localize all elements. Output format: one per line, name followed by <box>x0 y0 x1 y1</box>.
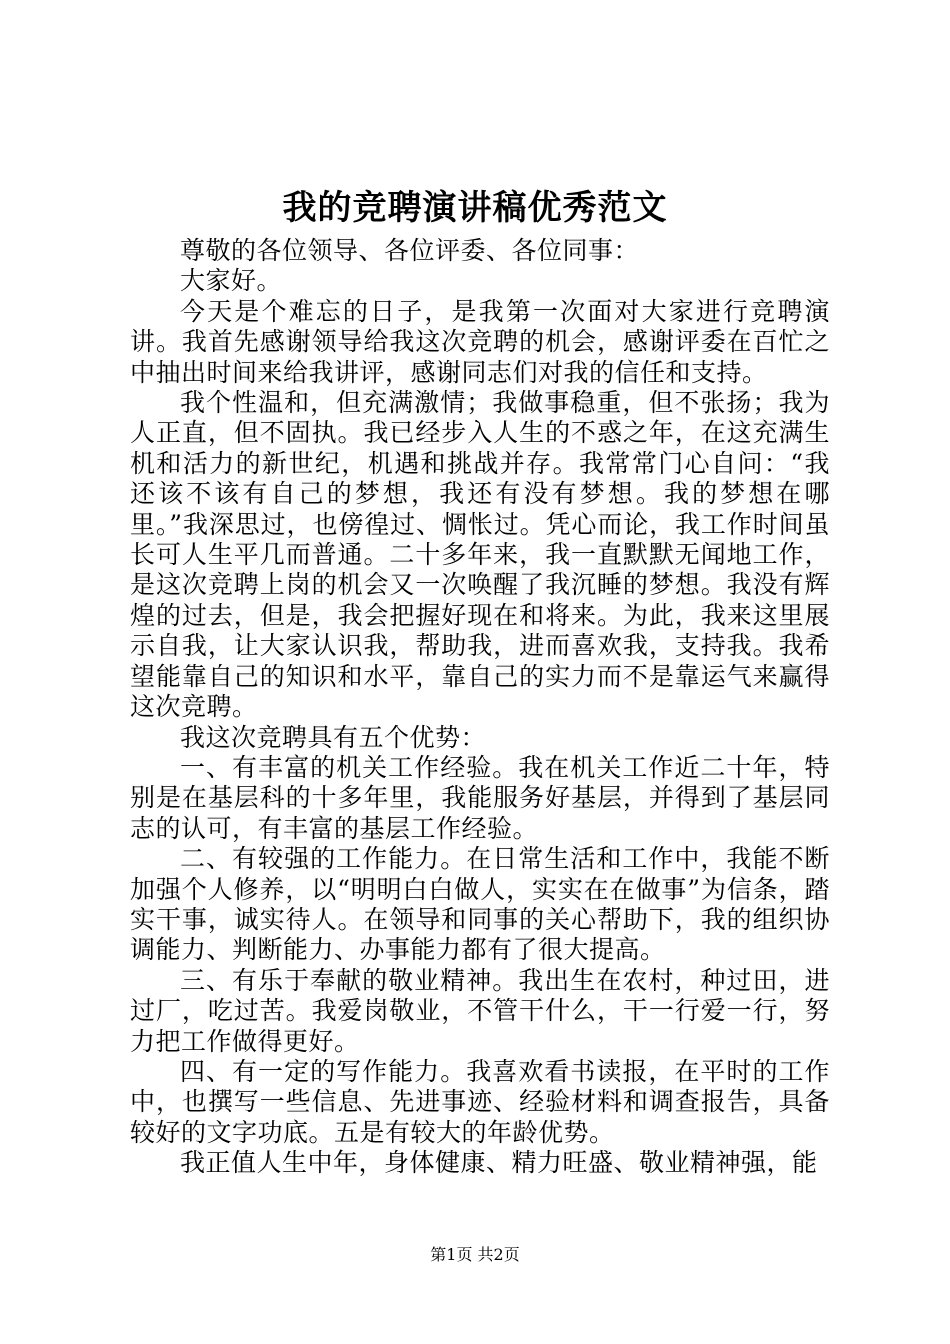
paragraph-advantages-heading: 我这次竞聘具有五个优势： <box>180 722 487 752</box>
paragraph-personality: 我个性温和，但充满激情；我做事稳重，但不张扬；我为人正直，但不固执。我已经步入人生的不惑之年，在这充满生机和活力的新世纪，机遇和挑战并存。我常常门心自问：“我还该不该有自己的梦想，我还有没有梦想。我的梦想在哪里。”我深思过，也傍徨过、惆怅过。凭心而论，我工作时间虽长可人生平几而普通。二十多年来，我一直默默无闻地工作，是这次竞聘上岗的机会又一次唤醒了我沉睡的梦想。我没有辉煌的过去，但是，我会把握好现在和将来。为此，我来这里展示自我，让大家认识我，帮助我，进而喜欢我，支持我。我希望能靠自己的知识和水平，靠自己的实力而不是靠运气来赢得这次竞聘。 <box>130 388 830 722</box>
salutation: 尊敬的各位领导、各位评委、各位同事： <box>180 236 640 265</box>
document-title: 我的竞聘演讲稿优秀范文 <box>282 188 668 228</box>
paragraph-advantage-3: 三、有乐于奉献的敬业精神。我出生在农村，种过田，进过厂，吃过苦。我爱岗敬业，不管干什么，干一行爱一行，努力把工作做得更好。 <box>130 965 830 1056</box>
page-number-footer: 第1页 共2页 <box>430 1245 520 1264</box>
paragraph-advantage-4: 四、有一定的写作能力。我喜欢看书读报，在平时的工作中，也撰写一些信息、先进事迹、经验材料和调查报告，具备较好的文字功底。五是有较大的年龄优势。 <box>130 1056 830 1147</box>
paragraph-advantage-1: 一、有丰富的机关工作经验。我在机关工作近二十年，特别是在基层科的十多年里，我能服务好基层，并得到了基层同志的认可，有丰富的基层工作经验。 <box>130 752 830 843</box>
paragraph-intro: 今天是个难忘的日子，是我第一次面对大家进行竞聘演讲。我首先感谢领导给我这次竞聘的机会，感谢评委在百忙之中抽出时间来给我讲评，感谢同志们对我的信任和支持。 <box>130 296 830 387</box>
paragraph-advantage-2: 二、有较强的工作能力。在日常生活和工作中，我能不断加强个人修养，以“明明白白做人，实实在在做事”为信条，踏实干事，诚实待人。在领导和同事的关心帮助下，我的组织协调能力、判断能力、办事能力都有了很大提高。 <box>130 844 830 965</box>
greeting: 大家好。 <box>180 266 283 296</box>
paragraph-continued: 我正值人生中年，身体健康、精力旺盛、敬业精神强，能 <box>180 1148 818 1178</box>
document-body <box>130 236 830 1179</box>
